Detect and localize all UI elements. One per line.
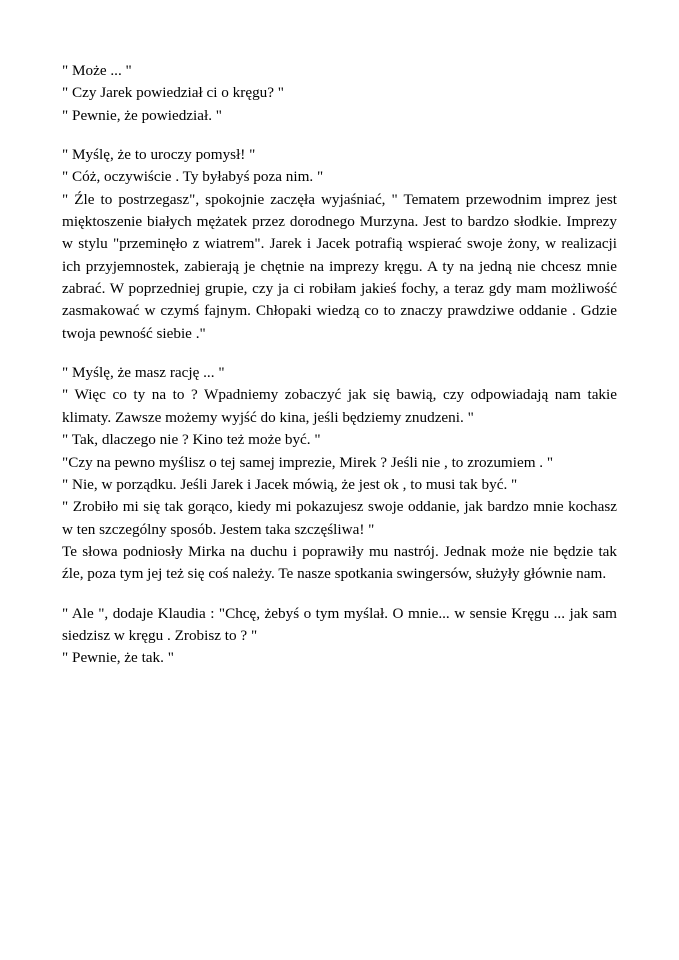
text-line: " Cóż, oczywiście . Ty byłabyś poza nim. " (62, 168, 324, 186)
text-paragraph: Te słowa podniosły Mirka na duchu i poprawiły mu nastrój. Jednak może nie będzie tak źle, poza tym jej też się coś należy. Te nasze spotkania swingersów, służyły głównie nam. (62, 542, 617, 583)
text-paragraph: " Zrobiło mi się tak gorąco, kiedy mi pokazujesz swoje oddanie, jak bardzo mnie kochasz w ten szczególny sposób. Jestem taka szczęśliwa! " (62, 498, 617, 538)
paragraph-spacer (62, 345, 617, 362)
paragraph-block (62, 144, 617, 345)
text-line: " Pewnie, że powiedział. " (62, 106, 223, 124)
document-body (62, 60, 617, 670)
paragraph-block (62, 60, 617, 127)
paragraph-spacer (62, 586, 617, 603)
text-line: " Myślę, że to uroczy pomysł! " (62, 146, 256, 164)
paragraph-spacer (62, 127, 617, 144)
text-line: " Może ... " (62, 62, 132, 79)
text-paragraph: " Ale ", dodaje Klaudia : "Chcę, żebyś o tym myślał. O mnie... w sensie Kręgu ... jak sam siedzisz w kręgu . Zrobisz to ? " (62, 604, 617, 644)
text-paragraph: " Źle to postrzegasz", spokojnie zaczęła wyjaśniać, " Tematem przewodnim imprez jest mięktoszenie białych mężatek przez dorodnego Murzyna. Jest to bardzo słodkie. Imprezy w stylu "przeminęło z wiatrem". Jarek i Jacek potrafią wspierać swoje żony, w realizacji ich przyjemnostek, zabierają je chętnie na imprezy kręgu. A ty na jedną nie chcesz mnie zabrać. W poprzedniej grupie, czy ja ci robiłam jakieś fochy, a teraz gdy mam możliwość zasmakować w czymś fajnym. Chłopaki wiedzą co to znaczy prawdziwe oddanie . Gdzie twoja pewność siebie ." (62, 190, 617, 342)
text-paragraph: "Czy na pewno myślisz o tej samej imprezie, Mirek ? Jeśli nie , to zrozumiem . " (62, 453, 554, 471)
text-line: " Pewnie, że tak. " (62, 649, 174, 667)
text-line: " Czy Jarek powiedział ci o kręgu? " (62, 84, 284, 102)
text-paragraph: " Więc co ty na to ? Wpadniemy zobaczyć jak się bawią, czy odpowiadają nam takie klimaty. Zawsze możemy wyjść do kina, jeśli będziemy znudzeni. " (62, 386, 617, 426)
text-paragraph: " Nie, w porządku. Jeśli Jarek i Jacek mówią, że jest ok , to musi tak być. " (62, 475, 518, 493)
text-line: " Myślę, że masz rację ... " (62, 364, 225, 382)
paragraph-block (62, 603, 617, 670)
paragraph-block (62, 362, 617, 585)
text-line: " Tak, dlaczego nie ? Kino też może być. " (62, 431, 321, 449)
